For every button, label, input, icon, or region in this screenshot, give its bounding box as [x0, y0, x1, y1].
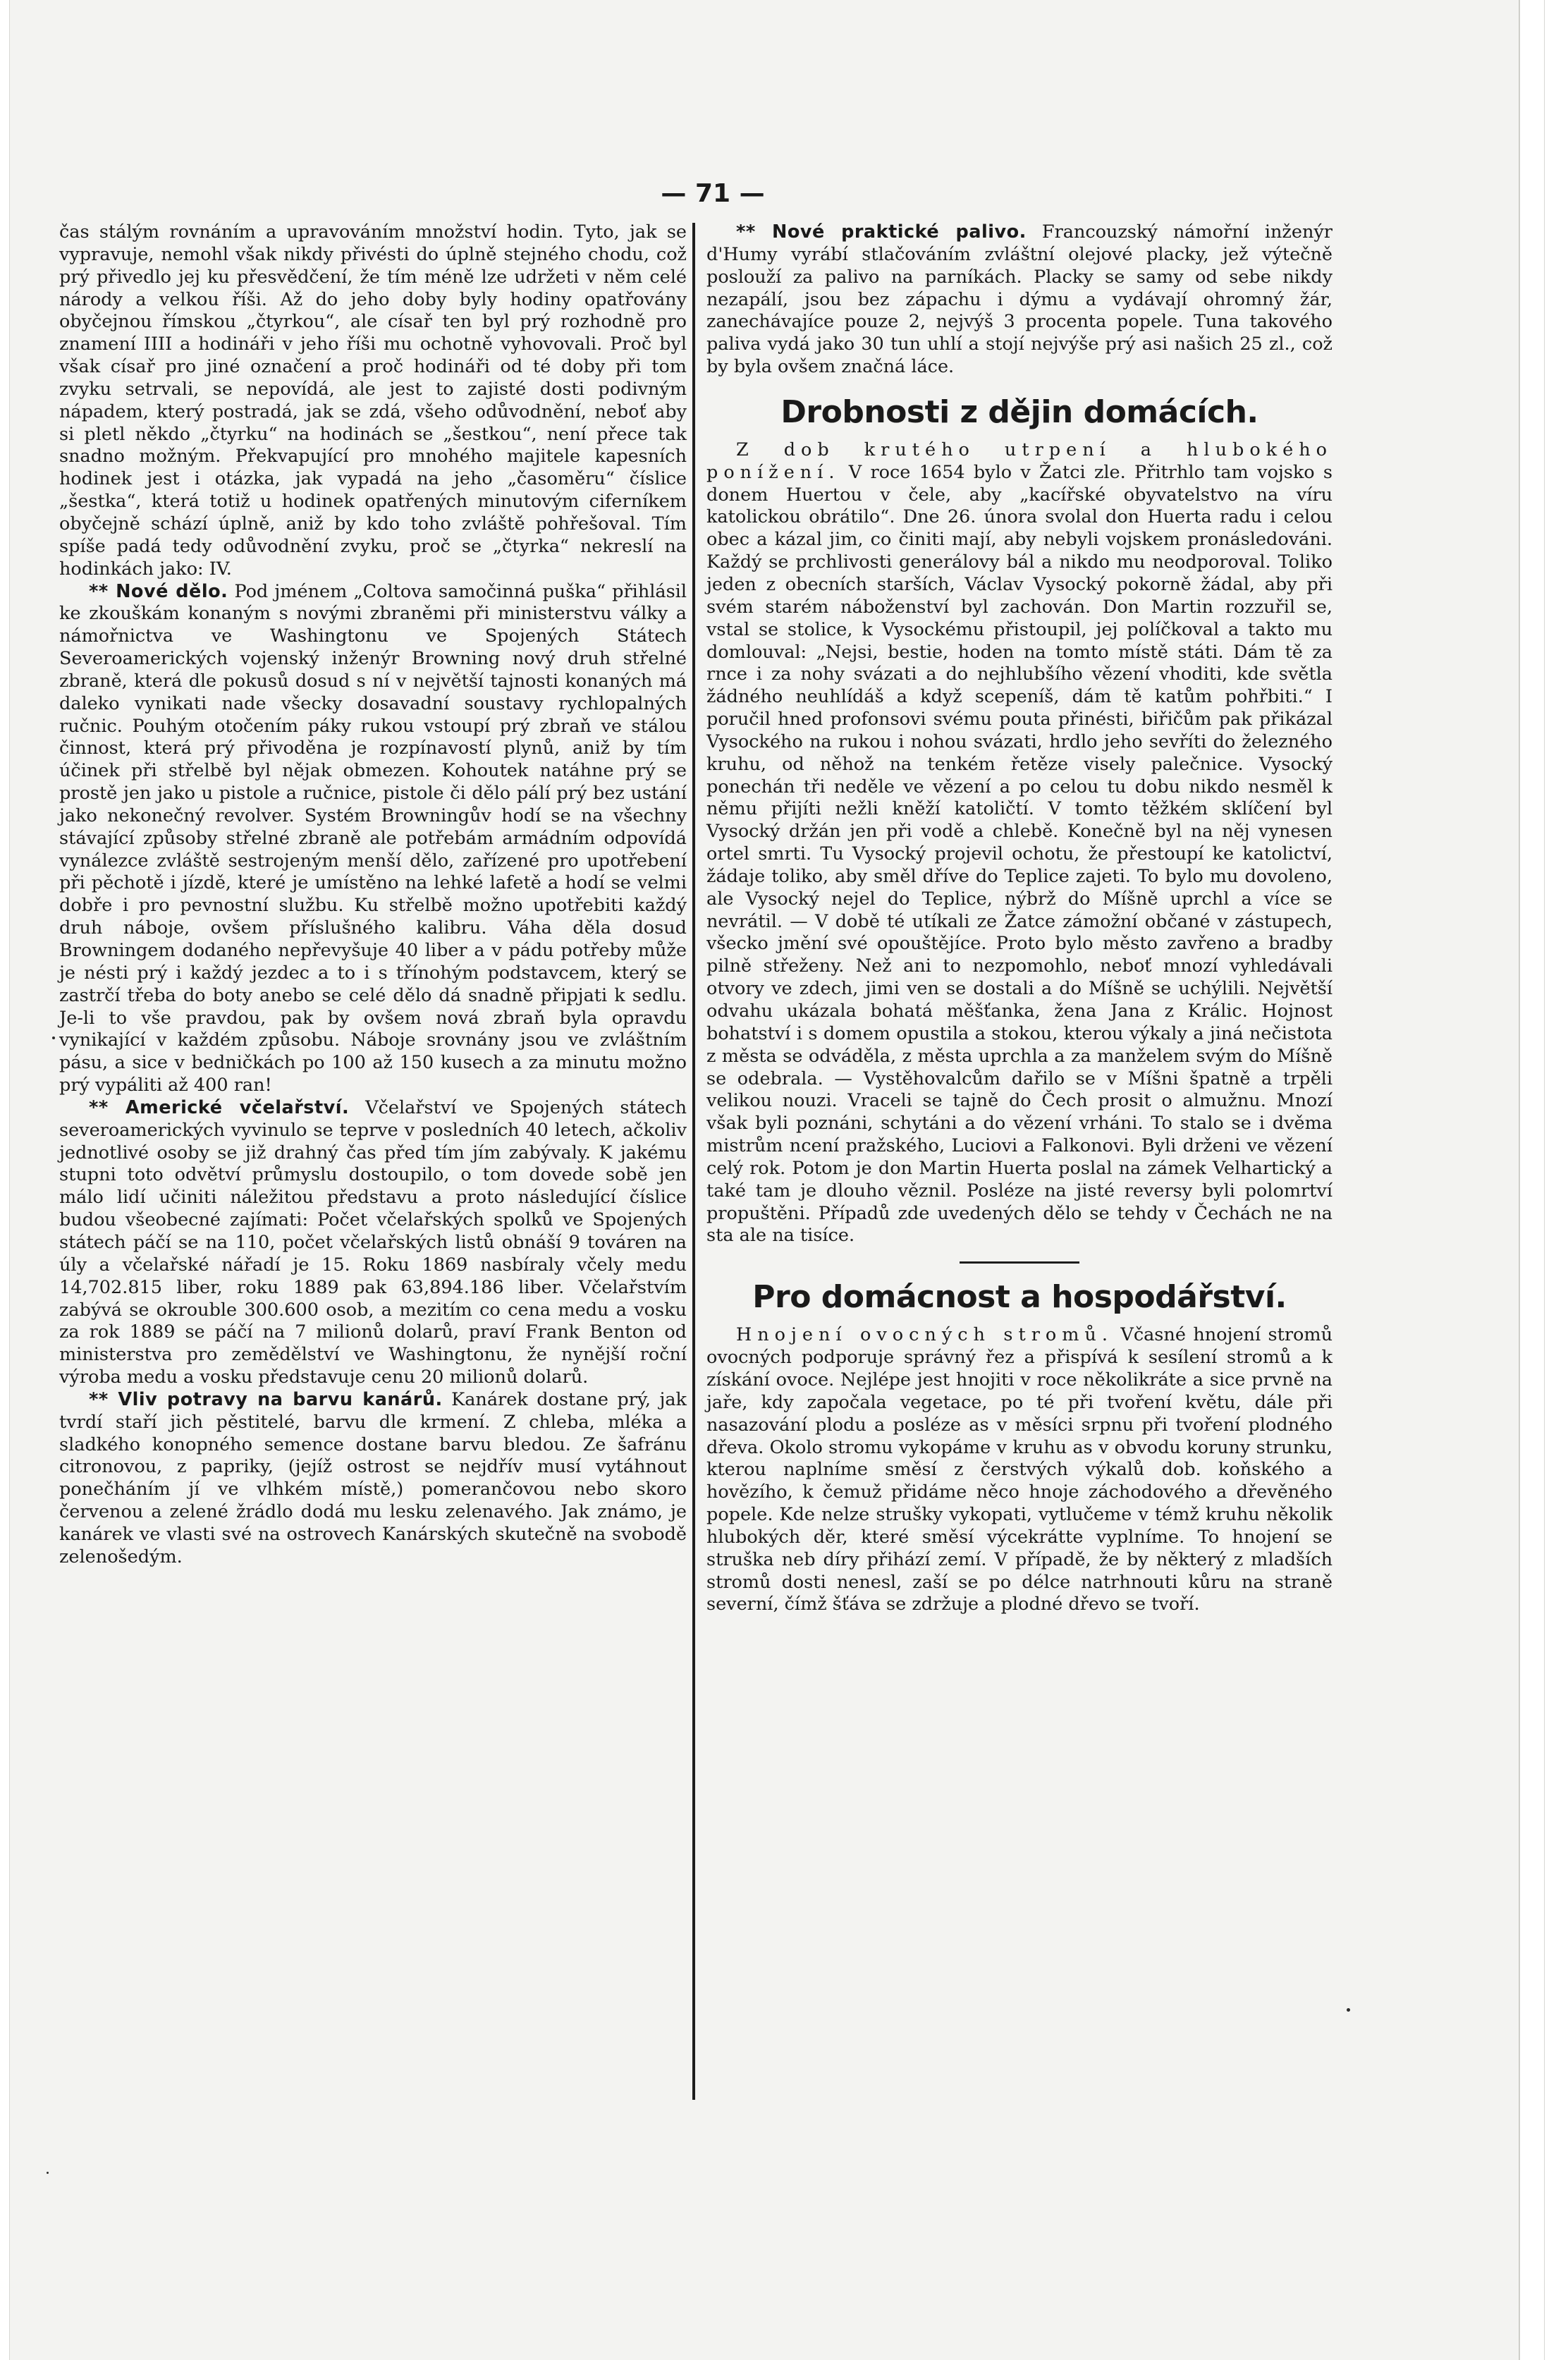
article-canary-food — [59, 1389, 687, 1569]
article-text: čas stálým rovnáním a upravováním množství hodin. Tyto, jak se vypravuje, nemohl však nikdy přivésti do úplně stejného chodu, což prý přivedlo jej ku přesvědčení, že tím méně lze udržeti v něm celé národy a velkou říši. Až do jeho doby byly hodiny opatřovány obyčejnou římskou „čtyrkou“, ale císař ten byl prý rozhodně pro znamení IIII a hodináři v jeho říši mu ochotně vyhovovali. Proč byl však císař pro jiné označení a proč hodináři od té doby při tom zvyku setrvali, se nepovídá, ale jest to zajisté dosti podivným nápadem, který postradá, jak se zdá, všeho odůvodnění, neboť aby si pletl někdo „čtyrku“ na hodinách se „šestkou“, není přece tak snadno možným. Překvapující pro mnohého majitele kapesních hodinek jest i otázka, jak vypadá na jeho „časoměru“ číslice „šestka“, která totiž u hodinek opatřených minutovým ciferníkem obyčejně schází úplně, aniž by kdo toho zvláště pohřešoval. Tím spíše padá tedy odůvodnění zvyku, proč se „čtyrka“ nekreslí na hodinkách jako: IV. — [59, 221, 687, 580]
article-new-fuel — [706, 221, 1333, 379]
article-text: V roce 1654 bylo v Žatci zle. Přitrhlo tam vojsko s donem Huertou v čele, aby „kacířské obyvatelstvo na víru katolickou obrátilo“. Dne 26. února svolal don Huerta radu i celou obec a kázal jim, co činiti mají, aby nebyli vojskem pronásledováni. Každý se prchlivosti generálovy bál a nikdo mu neodporoval. Toliko jeden z obecních starších, Václav Vysocký pokorně žádal, aby při svém starém náboženství byl zachován. Don Martin rozzuřil se, vstal se stolice, k Vysockému přistoupil, jej políčkoval a takto mu domlouval: „Nejsi, bestie, hoden na tomto místě státi. Dám tě za rnce i za nohy svázati a do nejhlubšího vězení vhoditi, kde světla žádného neuhlídáš a když scepeníš, dám tě katům pohřbiti.“ I poručil hned profonsovi svému pouta přinésti, biřičům pak přikázal Vysockého na rukou i nohou svázati, hrdlo jeho sevříti do železného kruhu, od něhož na tenkém řetěze visely palečnice. Vysocký ponechán tři neděle ve vězení a po celou tu dobu nikdo nesměl k němu přijíti nežli kněží katoličtí. V tomto těžkém sklíčení byl Vysocký držán jen při vodě a chlebě. Konečně byl na něj vynesen ortel smrti. Tu Vysocký projevil ochotu, že přestoupí ke katolictví, žádaje toliko, aby směl dříve do Teplice zajeti. To bylo mu dovoleno, ale Vysocký nejel do Teplice, nýbrž do Míšně uprchl a více se nevrátil. — V době té utíkali ze Žatce zámožní občané v zástupech, všecko jmění své opouštějíce. Proto bylo město zavřeno a bradby pilně střeženy. Než ani to nezpomohlo, neboť mnozí vyhledávali otvory ve zdech, jimi ven se dostali a do Míšně se uchýlili. Největší odvahu ukázala bohatá měšťanka, žena Jana z Králic. Hojnost bohatství i s domem opustila a stokou, kterou výkaly a jiná nečistota z města se odváděla, z města uprchla a za manželem svým do Míšně se odebrala. — Vystěhovalcům dařilo se v Míšni špatně a trpěli velikou nouzi. Vraceli se tajně do Čech prosit o almužnu. Mnozí však byli poznáni, schytáni a do vězení vrháni. To stalo se i dvěma mistrům ncení pražského, Luciovi a Falkonovi. Byli drženi ve vězení celý rok. Potom je don Martin Huerta poslal na zámek Velhartický a také tam je dlouho věznil. Posléze na jisté reversy byli polomrtví propuštěni. Případů zde uvedených dělo se tehdy v Čechách ne na sta ale na tisíce. — [706, 461, 1333, 1247]
article-new-gun — [59, 581, 687, 1097]
article-fruit-tree-fertilizing — [706, 1324, 1333, 1616]
section-title-household: Pro domácnost a hospodářství. — [752, 1279, 1287, 1316]
article-text: Pod jménem „Coltova samočinná puška“ přihlásil ke zkouškám konaným s novými zbraněmi při ministerstvu války a námořnictva ve Washingtonu ve Spojených Státech Severoamerických vojenský inženýr Browning nový druh střelné zbraně, která dle pokusů dosud s ní v největší tajnosti konaných má daleko vynikati nade všecky dosavadní soustavy rychlopalných ručnic. Pouhým otočením páky rukou vstoupí prý zbraň ve stálou činnost, která prý přivoděna je rozpínavostí plynů, aniž by tím účinek při střelbě byl nějak obmezen. Kohoutek natáhne prý se prostě jen jako u pistole a ručnice, pistole či dělo pálí prý bez ustání jako nekonečný revolver. Systém Browningův hodí se na všechny stávající způsoby střelné zbraně ale potřebám armádním odpovídá vynálezce zvláště sestrojeným menší dělo, zařízené pro upotřebení při pěchotě i jízdě, které je umístěno na lehké lafetě a hodí se velmi dobře i pro pevnostní službu. Ku střelbě možno upotřebiti každý druh náboje, ovšem příslušného kalibru. Váha děla dosud Browningem dodaného nepřevyšuje 40 liber a v pádu potřeby může je nésti prý i každý jezdec a to i s třínohým podstavcem, který se zastrčí třeba do boty anebo se celé dělo dá snadně připjati k sedlu. Je-li to vše pravdou, pak by ovšem nová zbraň byla opravdu vynikající v každém způsobu. Náboje srovnány jsou ve zvláštním pásu, a sice v bedničkách po 100 až 150 kusech a za minutu možno prý vypáliti až 400 ran! — [59, 580, 687, 1096]
article-text: Včelařství ve Spojených státech severoamerických vyvinulo se teprve v posledních 40 letech, ačkoliv jednotlivé osoby se již drahný čas před tím jím zabývaly. K jakému stupni toto odvětví průmyslu dostoupilo, o tom dovede sobě jen málo lidí učiniti náležitou představu a proto následující číslice budou všeobecné zajímati: Počet včelařských spolků ve Spojených státech páčí se na 110, počet včelařských listů obnáší 9 továren na úly a včelařské nářadí je 15. Roku 1869 nasbíraly včely medu 14,702.815 liber, roku 1889 pak 63,894.186 liber. Včelařstvím zabývá se okrouble 300.600 osob, a mezitím co cena medu a vosku za rok 1889 se páčí na 7 milionů dolarů, praví Frank Benton od ministerstva pro zemědělství ve Washingtonu, že nynější roční výroba medu a vosku představuje cenu 20 milionů dolarů. — [59, 1096, 687, 1388]
print-speck — [1347, 2008, 1350, 2012]
print-speck — [47, 2172, 49, 2174]
article-lead: ** Nové praktické palivo. — [736, 221, 1027, 243]
left-column — [59, 221, 687, 1569]
print-speck — [52, 1037, 55, 1039]
article-text: Včasné hnojení stromů ovocných podporuje správný řez a přispívá k sesílení stromů a k získání ovoce. Nejlépe jest hnojiti v roce několikráte a sice prvně na jaře, kdy započala vegetace, po té při tvoření květu, dále při nasazování plodu a posléze as v měsíci srpnu při tvoření plodného dřeva. Okolo stromu vykopáme v kruhu as v obvodu koruny strunku, kterou naplníme směsí z čerstvých výkalů dob. koňského a hovězího, k čemuž přidáme něco hnoje záchodového a dřevěného popele. Kde nelze strušky vykopati, vytlučeme v témž kruhu několik hlubokých děr, které směsí výcekrátte vyplníme. To hnojení se struška neb díry přihází zemí. V případě, že by některý z mladších stromů dosti nenesl, zaší se po délce natrhnouti kůru na straně severní, čímž šťáva se zdržuje a plodné dřevo se tvoří. — [706, 1324, 1333, 1615]
newspaper-page — [10, 0, 1544, 2360]
article-lead: Z dob krutého utrpení a hlubokého ponížení. — [706, 439, 1333, 483]
column-divider — [692, 223, 695, 2100]
page-number: — 71 — — [661, 179, 765, 208]
article-clock-continuation — [59, 221, 687, 581]
article-text: Francouzský námořní inženýr d'Humy vyrábí stlačováním zvláštní olejové placky, jež výtečně poslouží za palivo na parníkách. Placky se samy od sebe nikdy nezapálí, jsou bez zápachu i dýmu a vydávají ohromný žár, zanechávajíce pouze 2, nejvýš 3 procenta popele. Tuna takového paliva vydá jako 30 tun uhlí a stojí nejvýše prý asi našich 25 zl., což by byla ovšem značná láce. — [706, 221, 1333, 378]
section-title-home-history: Drobnosti z dějin domácích. — [780, 393, 1258, 430]
article-lead: ** Vliv potravy na barvu kanárů. — [89, 1388, 443, 1410]
article-zatec-history — [706, 439, 1333, 1247]
article-american-beekeeping — [59, 1097, 687, 1389]
article-lead: Hnojení ovocných stromů. — [736, 1324, 1113, 1346]
article-lead: ** Nové dělo. — [89, 580, 228, 602]
page-edge — [1519, 0, 1544, 2360]
article-text: Kanárek dostane prý, jak tvrdí staří jich pěstitelé, barvu dle krmení. Z chleba, mléka a sladkého konopného semence dostane barvu bledou. Ze šafránu citronovou, z papriky, (jejíž ostrost se nejdřív musí vytáhnout ponečháním jí ve vlhkém místě,) pomerančovou nebo skoro červenou a zelené žrádlo dodá mu lesku zelenavého. Jak známo, je kanárek ve vlasti své na ostrovech Kanárských skutečně na svobodě zelenošedým. — [59, 1388, 687, 1567]
article-lead: ** Americké včelařství. — [89, 1096, 350, 1118]
section-separator — [960, 1261, 1079, 1264]
right-column — [706, 221, 1333, 1616]
